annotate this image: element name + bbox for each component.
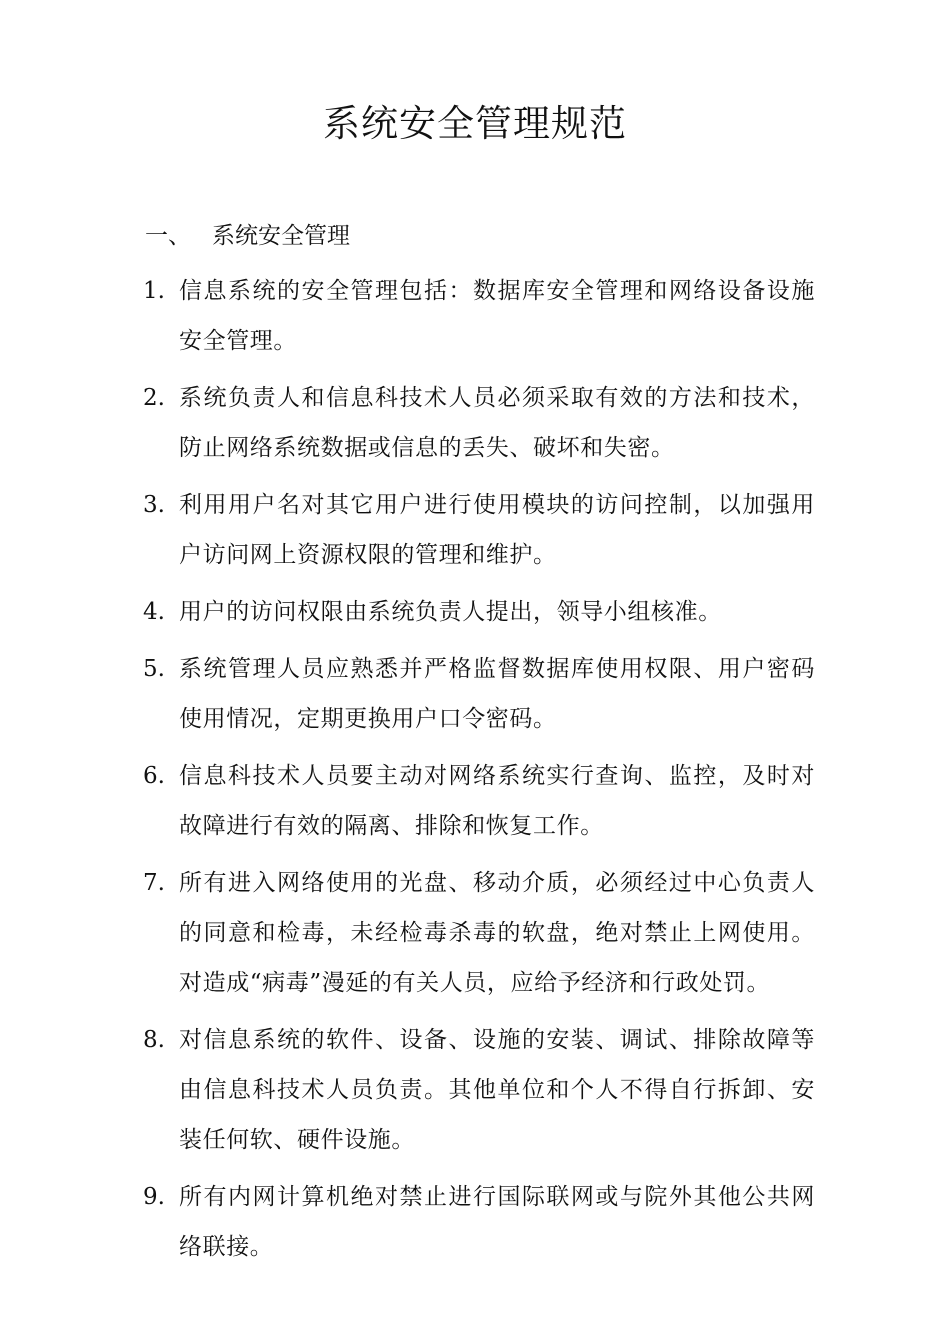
rule-text: 系统负责人和信息科技术人员必须采取有效的方法和技术，防止网络系统数据或信息的丢失、破坏和失密。 xyxy=(179,385,815,461)
page-title: 系统安全管理规范 xyxy=(323,102,627,145)
list-item xyxy=(143,480,815,580)
list-item xyxy=(143,1172,815,1272)
list-item xyxy=(143,1015,815,1165)
rule-text: 利用用户名对其它用户进行使用模块的访问控制，以加强用户访问网上资源权限的管理和维护。 xyxy=(179,492,815,568)
rule-number: 8. xyxy=(143,1027,165,1053)
list-item xyxy=(143,587,815,637)
rules-list xyxy=(143,266,815,1279)
rule-text: 信息科技术人员要主动对网络系统实行查询、监控，及时对故障进行有效的隔离、排除和恢复工作。 xyxy=(179,763,815,839)
rule-number: 1. xyxy=(143,278,165,304)
rule-text: 对信息系统的软件、设备、设施的安装、调试、排除故障等由信息科技术人员负责。其他单位和个人不得自行拆卸、安装任何软、硬件设施。 xyxy=(179,1027,815,1153)
list-item xyxy=(143,858,815,1008)
rule-number: 4. xyxy=(143,599,165,625)
rule-text: 所有内网计算机绝对禁止进行国际联网或与院外其他公共网络联接。 xyxy=(179,1184,815,1260)
rule-number: 7. xyxy=(143,870,165,896)
rule-number: 6. xyxy=(143,763,165,789)
rule-number: 5. xyxy=(143,656,165,682)
rule-text: 信息系统的安全管理包括：数据库安全管理和网络设备设施安全管理。 xyxy=(179,278,815,354)
rule-number: 9. xyxy=(143,1184,165,1210)
section-number: 一、 xyxy=(145,223,191,249)
section-heading xyxy=(145,218,350,254)
list-item xyxy=(143,266,815,366)
rule-text: 系统管理人员应熟悉并严格监督数据库使用权限、用户密码使用情况，定期更换用户口令密码。 xyxy=(179,656,815,732)
rule-number: 3. xyxy=(143,492,165,518)
rule-number: 2. xyxy=(143,385,165,411)
section-title: 系统安全管理 xyxy=(212,223,350,249)
list-item xyxy=(143,751,815,851)
list-item xyxy=(143,373,815,473)
list-item xyxy=(143,644,815,744)
rule-text: 用户的访问权限由系统负责人提出，领导小组核准。 xyxy=(179,599,722,625)
rule-text: 所有进入网络使用的光盘、移动介质，必须经过中心负责人的同意和检毒，未经检毒杀毒的软盘，绝对禁止上网使用。对造成“病毒”漫延的有关人员，应给予经济和行政处罚。 xyxy=(179,870,815,996)
